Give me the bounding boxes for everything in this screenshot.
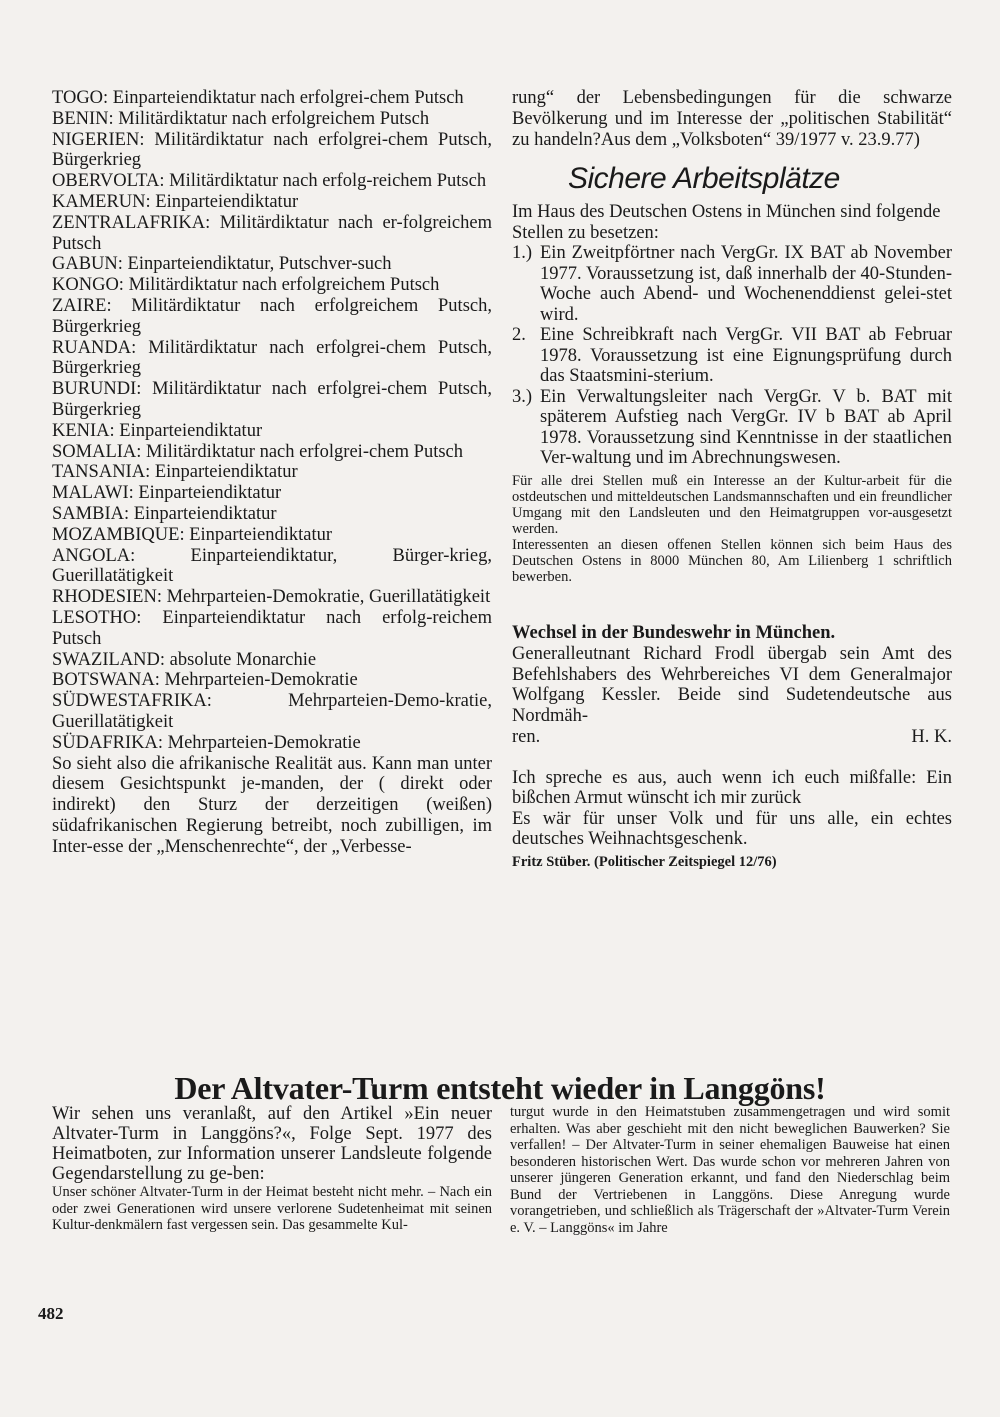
country-list (52, 88, 492, 754)
article-headline: Der Altvater-Turm entsteht wieder in Langgöns! (174, 1070, 826, 1106)
job-item (512, 243, 952, 325)
country-entry: BURUNDI: Militärdiktatur nach erfolgrei-chem Putsch, Bürgerkrieg (52, 379, 492, 420)
country-entry: ZENTRALAFRIKA: Militärdiktatur nach er-folgreichem Putsch (52, 212, 492, 254)
country-entry: MALAWI: Einparteiendiktatur (52, 483, 282, 504)
page-number: 482 (38, 1304, 64, 1323)
jobs-note: Für alle drei Stellen muß ein Interesse an der Kultur-arbeit für die ostdeutschen und mitteldeutschen Landsmannschaften und ein freundlicher Umgang mit den Landsleuten und den Heimatgruppen vor-ausgesetzt werden. (512, 472, 952, 537)
author-initials: H. K. (911, 727, 952, 748)
section-title-jobs: Sichere Arbeitsplätze (568, 162, 840, 196)
country-entry: SWAZILAND: absolute Monarchie (52, 649, 317, 670)
country-entry: NIGERIEN: Militärdiktatur nach erfolgrei-chem Putsch, Bürgerkrieg (52, 129, 492, 171)
country-entry: SÜDAFRIKA: Mehrparteien-Demokratie (52, 732, 361, 753)
country-entry: KENIA: Einparteiendiktatur (52, 420, 263, 441)
jobs-contact: Interessenten an diesen offenen Stellen können sich beim Haus des Deutschen Ostens in 8000 München 80, Am Lilienberg 1 schriftlich bewerben. (512, 536, 952, 585)
job-item (512, 325, 952, 387)
article-body-right: turgut wurde in den Heimatstuben zusammengetragen und wird somit erhalten. Was aber geschieht mit den nicht beweglichen Bauwerken? Sie verfallen! – Der Altvater-Turm in seiner ehemaligen Bauweise hat einen besonderen historischen Wert. Das wurde schon vor mehreren Jahren von unserer jüngeren Generation erkannt, und fand den Niederschlag beim Bund der Vertriebenen in Langgöns. Diese Anregung wurde vorangetrieben, und schließlich als Trägerschaft der »Altvater-Turm Verein e. V. – Langgöns« im Jahre (510, 1104, 950, 1236)
job-text: Ein Zweitpförtner nach VergGr. IX BAT ab November 1977. Voraussetzung ist, daß innerhalb der 40-Stunden-Woche auch Abend- und Wochenenddienst gelei-stet wird. (540, 243, 952, 325)
country-entry: SOMALIA: Militärdiktatur nach erfolgrei-chem Putsch (52, 441, 464, 462)
country-entry: SÜDWESTAFRIKA: Mehrparteien-Demo-kratie, Guerillatätigkeit (52, 691, 492, 732)
country-entry: OBERVOLTA: Militärdiktatur nach erfolg-reichem Putsch (52, 171, 487, 192)
wechsel-last-word: ren. (512, 727, 541, 748)
country-entry: ANGOLA: Einparteiendiktatur, Bürger-krieg, Guerillatätigkeit (52, 545, 492, 587)
country-entry: MOZAMBIQUE: Einparteiendiktatur (52, 524, 333, 545)
job-item (512, 387, 952, 469)
job-text: Ein Verwaltungsleiter nach VergGr. V b. BAT mit späterem Aufstieg nach VergGr. IV b BAT ab April 1978. Voraussetzung sind Kenntnisse in der staatlichen Ver-waltung und im Abrechnungswesen. (540, 386, 952, 469)
country-entry: ZAIRE: Militärdiktatur nach erfolgreichem Putsch, Bürgerkrieg (52, 295, 492, 337)
conclusion-paragraph: So sieht also die afrikanische Realität aus. Kann man unter diesem Gesichtspunkt je-manden, der ( direkt oder indirekt) den Sturz der derzeitigen (weißen) südafrikanischen Regierung betreibt, noch zubilligen, im Inter-esse der „Menschenrechte“, der „Verbesse- (52, 753, 492, 857)
wechsel-signature-line (512, 727, 952, 748)
left-column (52, 88, 492, 857)
country-entry: TOGO: Einparteiendiktatur nach erfolgrei-chem Putsch (52, 88, 464, 108)
poem-source: Fritz Stüber. (Politischer Zeitspiegel 12/76) (512, 853, 777, 870)
bottom-right-column (510, 1104, 950, 1236)
bottom-left-column (52, 1104, 492, 1234)
job-number: 3.) (512, 386, 533, 407)
country-entry: GABUN: Einparteiendiktatur, Putschver-such (52, 254, 392, 275)
country-entry: RUANDA: Militärdiktatur nach erfolgrei-chem Putsch, Bürgerkrieg (52, 337, 492, 379)
article-intro: Wir sehen uns veranlaßt, auf den Artikel »Ein neuer Altvater-Turm in Langgöns?«, Folge Sept. 1977 des Heimatboten, zur Information unserer Landsleute folgende Gegendarstellung zu ge-ben: (52, 1104, 492, 1184)
right-column (512, 88, 952, 872)
job-number: 2. (512, 325, 526, 346)
continuation-paragraph: rung“ der Lebensbedingungen für die schwarze Bevölkerung und im Interesse der „politischen Stabilität“ zu handeln?Aus dem „Volksboten“ 39/1977 v. 23.9.77) (512, 88, 952, 150)
country-entry: BENIN: Militärdiktatur nach erfolgreichem Putsch (52, 108, 430, 129)
article-body-left: Unser schöner Altvater-Turm in der Heimat besteht nicht mehr. – Nach ein oder zwei Generationen wird unsere verlorene Sudetenheimat mit seinen Kultur-denkmälern fast vergessen sein. Das gesammelte Kul- (52, 1184, 492, 1233)
country-entry: BOTSWANA: Mehrparteien-Demokratie (52, 670, 358, 691)
poem-line: Es wär für unser Volk und für uns alle, ein echtes deutsches Weihnachtsgeschenk. (512, 808, 952, 850)
country-entry: KONGO: Militärdiktatur nach erfolgreichem Putsch (52, 275, 440, 296)
country-entry: KAMERUN: Einparteiendiktatur (52, 191, 299, 212)
country-entry: TANSANIA: Einparteiendiktatur (52, 462, 298, 483)
country-entry: RHODESIEN: Mehrparteien-Demokratie, Guerillatätigkeit (52, 587, 491, 608)
country-entry: LESOTHO: Einparteiendiktatur nach erfolg-reichem Putsch (52, 607, 492, 649)
wechsel-text: Generalleutnant Richard Frodl übergab sein Amt des Befehlshabers des Wehrbereiches VI dem Generalmajor Wolfgang Kessler. Beide sind Sudetendeutsche aus Nordmäh- (512, 643, 952, 727)
jobs-intro: Im Haus des Deutschen Ostens in München sind folgende Stellen zu besetzen: (512, 202, 941, 243)
jobs-list (512, 243, 952, 469)
job-text: Eine Schreibkraft nach VergGr. VII BAT ab Februar 1978. Voraussetzung ist eine Eignungsprüfung durch das Staatsmini-sterium. (540, 325, 952, 387)
wechsel-heading: Wechsel in der Bundeswehr in München. (512, 622, 836, 643)
country-entry: SAMBIA: Einparteiendiktatur (52, 503, 277, 524)
poem-line: Ich spreche es aus, auch wenn ich euch mißfalle: Ein bißchen Armut wünscht ich mir zurück (512, 767, 952, 809)
job-number: 1.) (512, 243, 533, 264)
poem-quote (512, 768, 952, 873)
